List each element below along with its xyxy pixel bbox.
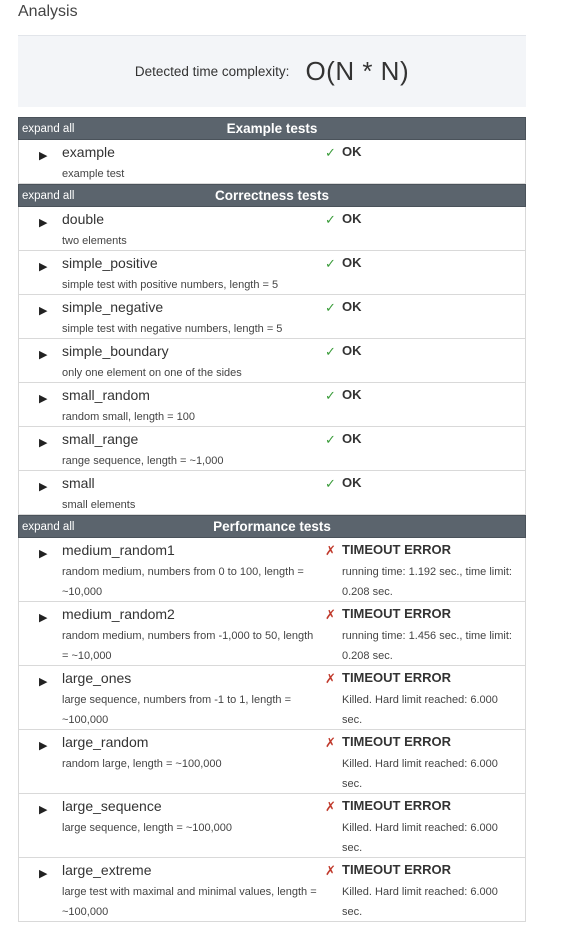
- test-name: large_extreme: [62, 862, 152, 878]
- section-title: Correctness tests: [214, 188, 330, 203]
- test-description: large sequence, numbers from -1 to 1, length = ~100,000: [62, 694, 291, 726]
- test-row[interactable]: [18, 339, 526, 383]
- expand-arrow-icon[interactable]: ▶: [39, 150, 48, 162]
- test-row[interactable]: [18, 140, 526, 184]
- cross-icon: ✗: [325, 607, 336, 622]
- section-header: [18, 184, 526, 207]
- test-name: simple_boundary: [62, 343, 169, 359]
- section-title: Performance tests: [213, 519, 331, 534]
- test-name: small_range: [62, 431, 139, 447]
- test-row[interactable]: [18, 858, 526, 922]
- result-status: OK: [342, 387, 362, 402]
- test-description: simple test with negative numbers, length = 5: [62, 323, 283, 335]
- page-title: Analysis: [18, 3, 78, 20]
- test-name: large_sequence: [62, 798, 162, 814]
- cross-icon: ✗: [325, 735, 336, 750]
- test-name: example: [62, 144, 115, 160]
- section-header: [18, 117, 526, 140]
- expand-arrow-icon[interactable]: ▶: [39, 393, 48, 405]
- result-status: OK: [342, 343, 362, 358]
- test-name: large_ones: [62, 670, 132, 686]
- expand-arrow-icon[interactable]: ▶: [39, 548, 48, 560]
- expand-all-button[interactable]: expand all: [22, 190, 75, 202]
- result-detail: running time: 1.192 sec., time limit: 0.208 sec.: [342, 566, 512, 598]
- check-icon: ✓: [325, 476, 336, 491]
- test-results-table: [18, 117, 526, 922]
- cross-icon: ✗: [325, 799, 336, 814]
- test-description: example test: [62, 168, 125, 180]
- test-name: simple_negative: [62, 299, 164, 315]
- complexity-value: O(N * N): [305, 56, 410, 86]
- test-name: double: [62, 211, 105, 227]
- test-description: random small, length = 100: [62, 411, 195, 423]
- expand-all-button[interactable]: expand all: [22, 123, 75, 135]
- section-header: [18, 515, 526, 538]
- result-detail: Killed. Hard limit reached: 6.000 sec.: [342, 822, 498, 854]
- test-row[interactable]: [18, 427, 526, 471]
- test-row[interactable]: [18, 666, 526, 730]
- test-description: random medium, numbers from -1,000 to 50, length = ~10,000: [62, 630, 314, 662]
- test-name: small_random: [62, 387, 150, 403]
- result-status: TIMEOUT ERROR: [342, 862, 452, 877]
- result-status: OK: [342, 144, 362, 159]
- test-description: random large, length = ~100,000: [62, 758, 222, 770]
- section-title: Example tests: [226, 121, 318, 136]
- test-name: simple_positive: [62, 255, 158, 271]
- test-description: large test with maximal and minimal values, length = ~100,000: [62, 886, 317, 918]
- test-name: small: [62, 475, 95, 491]
- expand-arrow-icon[interactable]: ▶: [39, 349, 48, 361]
- test-description: small elements: [62, 499, 136, 511]
- test-row[interactable]: [18, 538, 526, 602]
- test-row[interactable]: [18, 207, 526, 251]
- cross-icon: ✗: [325, 543, 336, 558]
- test-row[interactable]: [18, 730, 526, 794]
- test-description: range sequence, length = ~1,000: [62, 455, 224, 467]
- test-row[interactable]: [18, 295, 526, 339]
- expand-arrow-icon[interactable]: ▶: [39, 676, 48, 688]
- result-status: TIMEOUT ERROR: [342, 606, 452, 621]
- expand-arrow-icon[interactable]: ▶: [39, 261, 48, 273]
- result-status: OK: [342, 431, 362, 446]
- test-description: simple test with positive numbers, length = 5: [62, 279, 279, 291]
- result-detail: Killed. Hard limit reached: 6.000 sec.: [342, 886, 498, 918]
- check-icon: ✓: [325, 432, 336, 447]
- result-status: OK: [342, 475, 362, 490]
- cross-icon: ✗: [325, 671, 336, 686]
- test-description: random medium, numbers from 0 to 100, length = ~10,000: [62, 566, 304, 598]
- result-detail: running time: 1.456 sec., time limit: 0.208 sec.: [342, 630, 512, 662]
- check-icon: ✓: [325, 300, 336, 315]
- cross-icon: ✗: [325, 863, 336, 878]
- test-description: two elements: [62, 235, 127, 247]
- test-description: large sequence, length = ~100,000: [62, 822, 233, 834]
- test-description: only one element on one of the sides: [62, 367, 242, 379]
- check-icon: ✓: [325, 145, 336, 160]
- expand-arrow-icon[interactable]: ▶: [39, 868, 48, 880]
- result-detail: Killed. Hard limit reached: 6.000 sec.: [342, 694, 498, 726]
- result-status: TIMEOUT ERROR: [342, 798, 452, 813]
- check-icon: ✓: [325, 388, 336, 403]
- expand-arrow-icon[interactable]: ▶: [39, 437, 48, 449]
- test-row[interactable]: [18, 602, 526, 666]
- test-name: medium_random2: [62, 606, 175, 622]
- test-name: large_random: [62, 734, 149, 750]
- expand-arrow-icon[interactable]: ▶: [39, 305, 48, 317]
- expand-arrow-icon[interactable]: ▶: [39, 481, 48, 493]
- result-status: TIMEOUT ERROR: [342, 670, 452, 685]
- complexity-label: Detected time complexity:: [134, 64, 290, 79]
- result-status: OK: [342, 211, 362, 226]
- expand-arrow-icon[interactable]: ▶: [39, 217, 48, 229]
- test-name: medium_random1: [62, 542, 175, 558]
- result-status: OK: [342, 255, 362, 270]
- result-status: TIMEOUT ERROR: [342, 734, 452, 749]
- result-status: TIMEOUT ERROR: [342, 542, 452, 557]
- check-icon: ✓: [325, 256, 336, 271]
- test-row[interactable]: [18, 383, 526, 427]
- test-row[interactable]: [18, 471, 526, 515]
- check-icon: ✓: [325, 344, 336, 359]
- test-row[interactable]: [18, 251, 526, 295]
- test-row[interactable]: [18, 794, 526, 858]
- expand-arrow-icon[interactable]: ▶: [39, 804, 48, 816]
- result-status: OK: [342, 299, 362, 314]
- expand-all-button[interactable]: expand all: [22, 521, 75, 533]
- complexity-box: [18, 35, 526, 107]
- result-detail: Killed. Hard limit reached: 6.000 sec.: [342, 758, 498, 790]
- expand-arrow-icon[interactable]: ▶: [39, 740, 48, 752]
- expand-arrow-icon[interactable]: ▶: [39, 612, 48, 624]
- check-icon: ✓: [325, 212, 336, 227]
